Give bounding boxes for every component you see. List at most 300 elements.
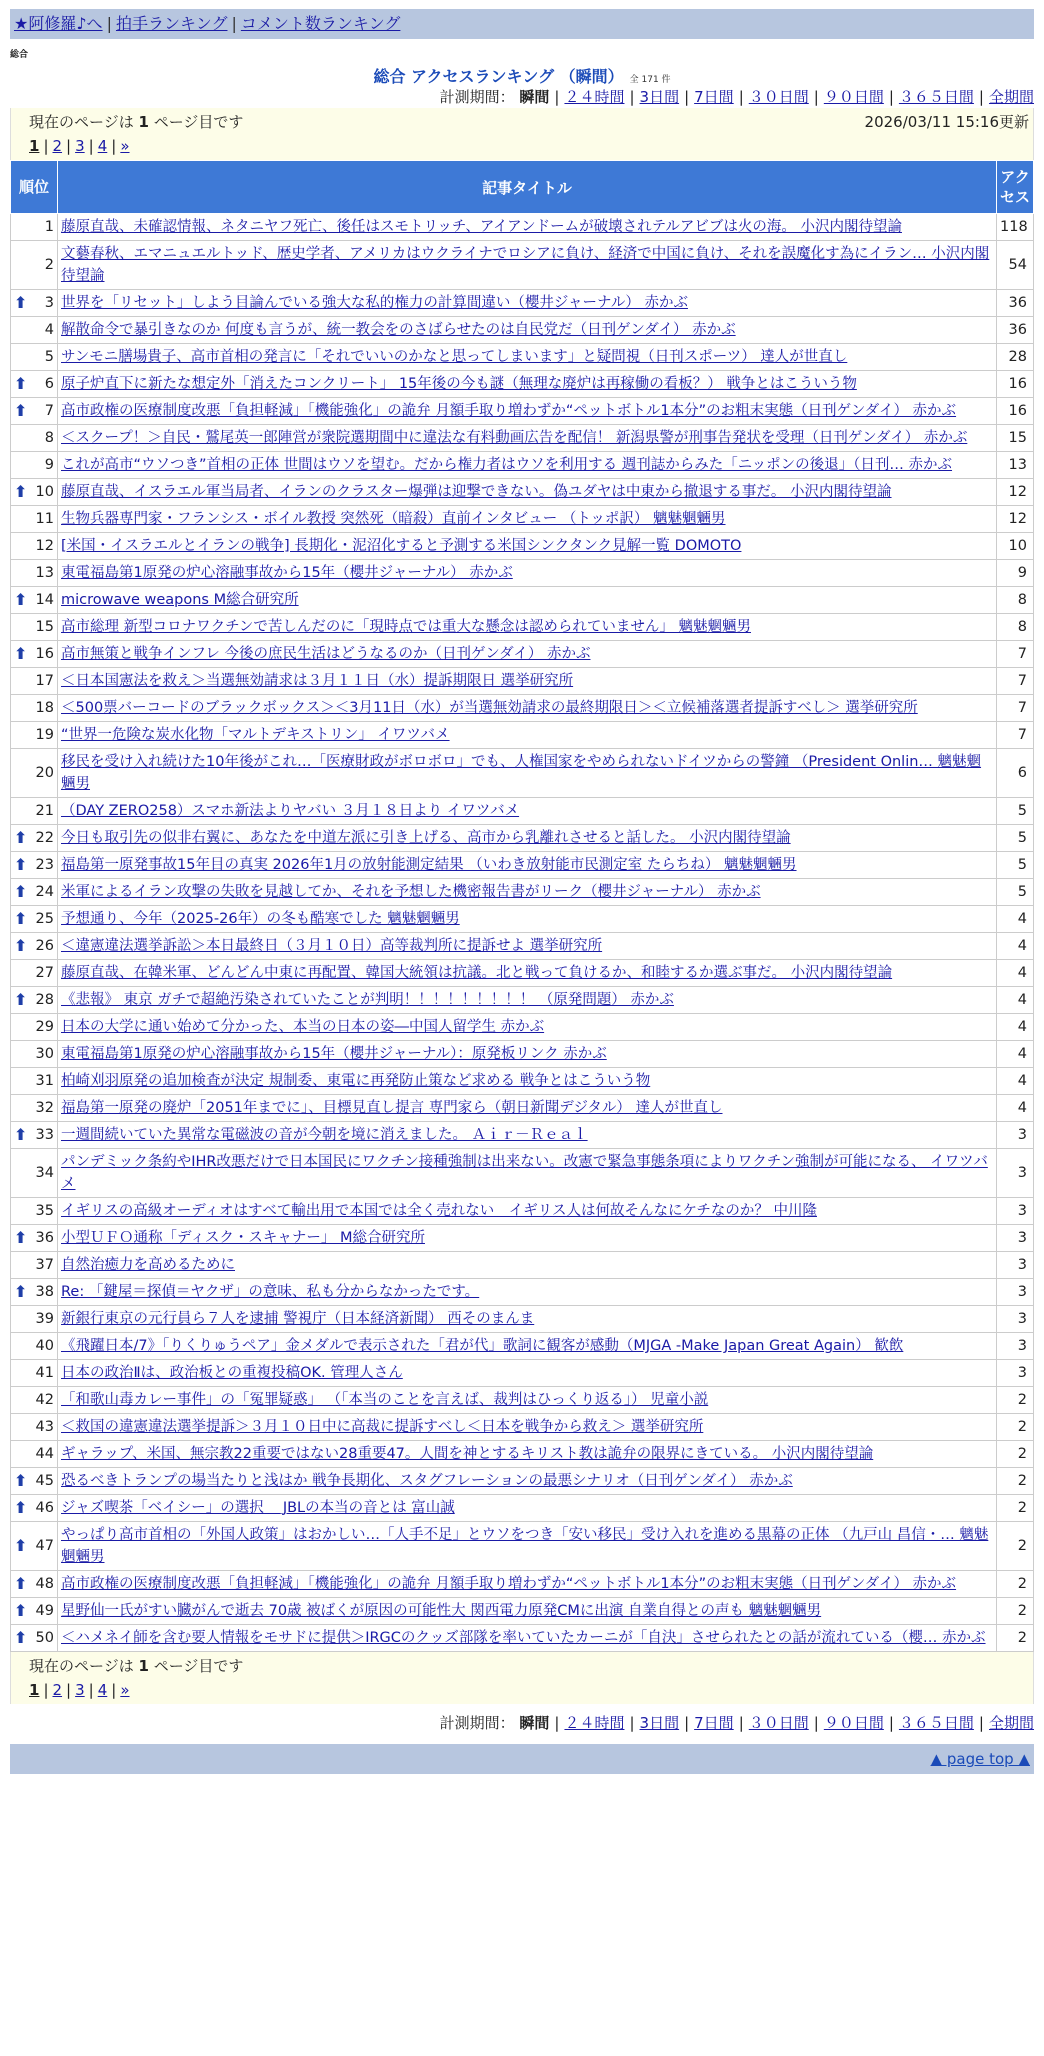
rank-number: 6 [44,376,54,392]
period-option: 瞬間 [519,88,550,106]
rank-up-icon: ⬆ [14,1471,28,1490]
article-link[interactable]: ＜違憲違法選挙訴訟＞本日最終日（３月１０日）高等裁判所に提訴せよ 選挙研究所 [61,938,603,954]
rank-number: 50 [35,1630,54,1646]
article-link[interactable]: 高市無策と戦争インフレ 今後の庶民生活はどうなるのか（日刊ゲンダイ） 赤かぶ [61,646,591,662]
page-top-link[interactable]: ▲ page top ▲ [930,1750,1030,1768]
title-cell [58,1598,997,1625]
page-link[interactable]: » [120,137,130,155]
rank-number: 12 [35,538,54,554]
title-cell [58,906,997,933]
title-cell [58,317,997,344]
table-row [11,398,1034,425]
title-cell [58,614,997,641]
access-count: 6 [997,749,1034,798]
access-count: 2 [997,1414,1034,1441]
rank-cell [11,1360,58,1387]
rank-cell [11,825,58,852]
rank-number: 1 [44,219,54,235]
separator: | [684,88,690,106]
access-count: 4 [997,1041,1034,1068]
rank-number: 7 [44,403,54,419]
rank-number: 25 [35,911,54,927]
rank-cell [11,1414,58,1441]
table-row [11,798,1034,825]
nav-link-comment-ranking[interactable]: コメント数ランキング [240,14,401,33]
article-link[interactable]: ＜日本国憲法を救え＞当選無効請求は３月１１日（水）提訴期限日 選挙研究所 [61,673,574,689]
access-count: 10 [997,533,1034,560]
title-cell [58,479,997,506]
rank-number: 31 [35,1073,54,1089]
title-cell [58,1252,997,1279]
article-link[interactable]: microwave weapons M総合研究所 [61,592,299,608]
title-cell [58,1522,997,1571]
table-row [11,1122,1034,1149]
table-row [11,1625,1034,1652]
period-option[interactable]: ３６５日間 [898,88,974,106]
rank-up-icon: ⬆ [14,590,28,609]
rank-number: 49 [35,1603,54,1619]
page-link[interactable]: 2 [52,137,63,155]
access-count: 3 [997,1122,1034,1149]
separator: | [888,88,894,106]
rank-cell [11,722,58,749]
title-cell [58,214,997,241]
footer-bar [10,1744,1034,1774]
separator: | [554,88,560,106]
article-link[interactable]: 藤原直哉、未確認情報、ネタニヤフ死亡、後任はスモトリッチ、アイアンドームが破壊されテルアビブは火の海。 小沢内閣待望論 [61,219,902,235]
access-count: 4 [997,960,1034,987]
article-link[interactable]: 恐るべきトランプの場当たりと浅はか 戦争長期化、スタグフレーションの最悪シナリオ（日刊ゲンダイ） 赤かぶ [61,1473,793,1489]
rank-up-icon: ⬆ [14,1125,28,1144]
rank-cell [11,1068,58,1095]
period-option[interactable]: 全期間 [988,88,1034,106]
article-link[interactable]: 一週間続いていた異常な電磁波の音が今朝を境に消えました。 Ａｉｒ－Ｒｅａｌ [61,1127,588,1143]
access-count: 4 [997,933,1034,960]
article-link[interactable]: サンモニ膳場貴子、高市首相の発言に「それでいいのかなと思ってしまいます」と疑問視（日刊スポーツ） 達人が世直し [61,349,848,365]
separator: | [43,1681,49,1699]
article-link[interactable]: ジャズ喫茶「ベイシー」の選択 ＿JBLの本当の音とは 富山誠 [61,1500,455,1516]
article-link[interactable]: 東電福島第1原発の炉心溶融事故から15年（櫻井ジャーナル）：原発板リンク 赤かぶ [61,1046,607,1062]
article-link[interactable]: 東電福島第1原発の炉心溶融事故から15年（櫻井ジャーナル） 赤かぶ [61,565,513,581]
rank-cell [11,587,58,614]
access-count: 2 [997,1441,1034,1468]
rank-cell [11,1441,58,1468]
article-link[interactable]: 自然治癒力を高めるために [61,1257,235,1273]
access-count: 3 [997,1252,1034,1279]
page [10,0,1034,1774]
article-link[interactable]: ＜500票バーコードのブラックボックス＞＜3月11日（水）が当選無効請求の最終期限日＞＜立候補落選者提訴すべし＞ 選挙研究所 [61,700,918,716]
rank-cell [11,1198,58,1225]
title-cell [58,425,997,452]
article-link[interactable]: 《飛躍日本/7》「りくりゅうペア」金メダルで表示された「君が代」歌詞に観客が感動（MJGA -Make Japan Great Again） 歓飲 [61,1338,904,1354]
rank-up-icon: ⬆ [14,882,28,901]
access-count: 3 [997,1360,1034,1387]
article-link[interactable]: 「和歌山毒カレー事件」の「冤罪疑惑」 （「本当のことを言えば、裁判はひっくり返る」） 児童小説 [61,1392,709,1408]
table-row [11,506,1034,533]
rank-cell [11,852,58,879]
table-row [11,560,1034,587]
table-row [11,614,1034,641]
title-cell [58,1279,997,1306]
table-row [11,452,1034,479]
article-link[interactable]: 藤原直哉、在韓米軍、どんどん中東に再配置、韓国大統領は抗議。北と戦って負けるか、和睦するか選ぶ事だ。 小沢内閣待望論 [61,965,893,981]
table-row [11,749,1034,798]
article-link[interactable]: 新銀行東京の元行員ら７人を逮捕 警視庁（日本経済新聞） 西そのまんま [61,1311,535,1327]
table-row [11,1252,1034,1279]
header-rank: 順位 [11,161,58,214]
rank-cell [11,695,58,722]
rank-number: 45 [35,1473,54,1489]
access-count: 7 [997,641,1034,668]
rank-number: 10 [35,484,54,500]
article-link[interactable]: 星野仙一氏がすい臓がんで逝去 70歳 被ばくが原因の可能性大 関西電力原発CMに出演 自業自得との声も 魑魅魍魎男 [61,1603,822,1619]
page-link[interactable]: 4 [97,1681,108,1699]
title-cell [58,1495,997,1522]
access-count: 4 [997,1068,1034,1095]
access-count: 2 [997,1495,1034,1522]
rank-cell [11,906,58,933]
article-link[interactable]: 原子炉直下に新たな想定外「消えたコンクリート」 15年後の今も謎（無理な廃炉は再稼働の看板？） 戦争とはこういう物 [61,376,857,392]
title-cell [58,722,997,749]
table-row [11,371,1034,398]
table-row [11,1468,1034,1495]
rank-up-icon: ⬆ [14,1498,28,1517]
rank-cell [11,425,58,452]
rank-up-icon: ⬆ [14,909,28,928]
rank-number: 23 [35,857,54,873]
nav-link-clap-ranking[interactable]: 拍手ランキング [115,14,228,33]
article-link[interactable]: ＜ハメネイ師を含む要人情報をモサドに提供＞IRGCのクッズ部隊を率いていたカーニが「自決」させられたとの話が流れている（櫻… 赤かぶ [61,1630,986,1646]
access-count: 2 [997,1522,1034,1571]
page-current: 1 [29,137,40,155]
title-cell [58,506,997,533]
article-link[interactable]: 日本の大学に通い始めて分かった、本当の日本の姿―中国人留学生 赤かぶ [61,1019,545,1035]
article-link[interactable]: [米国・イスラエルとイランの戦争] 長期化・泥沼化すると予測する米国シンクタンク見解一覧 DOMOTO [61,538,742,554]
rank-cell [11,398,58,425]
rank-cell [11,798,58,825]
rank-number: 13 [35,565,54,581]
table-row [11,290,1034,317]
access-count: 3 [997,1333,1034,1360]
title-cell [58,1149,997,1198]
access-count: 2 [997,1387,1034,1414]
rank-cell [11,1122,58,1149]
access-count: 118 [997,214,1034,241]
title-cell [58,1225,997,1252]
separator: | [738,1714,744,1732]
rank-up-icon: ⬆ [14,1228,28,1247]
access-count: 3 [997,1225,1034,1252]
title-cell [58,749,997,798]
table-row [11,933,1034,960]
table-row [11,852,1034,879]
article-link[interactable]: “世界一危険な炭水化物「マルトデキストリン」 イワツバメ [61,727,450,743]
title-cell [58,933,997,960]
access-count: 36 [997,317,1034,344]
access-count: 7 [997,668,1034,695]
page-link[interactable]: 2 [52,1681,63,1699]
rank-cell [11,533,58,560]
article-link[interactable]: 生物兵器専門家・フランシス・ボイル教授 突然死（暗殺）直前インタビュー （トッポ訳） 魑魅魍魎男 [61,511,726,527]
rank-up-icon: ⬆ [14,1282,28,1301]
page-link[interactable]: 4 [97,137,108,155]
rank-number: 3 [44,295,54,311]
separator: | [813,1714,819,1732]
title-cell [58,344,997,371]
nav-link-home[interactable]: ★阿修羅♪へ [14,14,103,33]
period-option[interactable]: ２４時間 [564,88,625,106]
title-cell [58,1068,997,1095]
page-link[interactable]: 3 [75,137,85,155]
separator: | [88,1681,94,1699]
access-count: 3 [997,1306,1034,1333]
rank-number: 48 [35,1576,54,1592]
table-row [11,668,1034,695]
rank-number: 43 [35,1419,54,1435]
article-link[interactable]: 米軍によるイラン攻撃の失敗を見越してか、それを予想した機密報告書がリーク（櫻井ジャーナル） 赤かぶ [61,884,761,900]
access-count: 8 [997,614,1034,641]
article-link[interactable]: 予想通り、今年（2025-26年）の冬も酷寒でした 魑魅魍魎男 [61,911,460,927]
rank-cell [11,987,58,1014]
rank-up-icon: ⬆ [14,1601,28,1620]
rank-cell [11,1225,58,1252]
title-cell [58,825,997,852]
table-row [11,1387,1034,1414]
rank-number: 8 [44,430,54,446]
page-links [29,134,1029,158]
article-link[interactable]: 福島第一原発事故15年目の真実 2026年1月の放射能測定結果 （いわき放射能市民測定室 たらちね） 魑魅魍魎男 [61,857,797,873]
article-link[interactable]: ＜救国の違憲違法選挙提訴＞３月１０日中に高裁に提訴すべし＜日本を戦争から救え＞ 選挙研究所 [61,1419,704,1435]
article-link[interactable]: 福島第一原発の廃炉「2051年までに」、目標見直し提言 専門家ら（朝日新聞デジタル） 達人が世直し [61,1100,723,1116]
title-cell [58,1625,997,1652]
period-option[interactable]: ２４時間 [564,1714,625,1732]
title-cell [58,1198,997,1225]
table-row [11,960,1034,987]
table-row [11,1306,1034,1333]
article-link[interactable]: 《悲報》 東京 ガチで超絶汚染されていたことが判明！！！！！！！！！ （原発問題） 赤かぶ [61,992,674,1008]
article-link[interactable]: 藤原直哉、イスラエル軍当局者、イランのクラスター爆弾は迎撃できない。偽ユダヤは中東から撤退する事だ。 小沢内閣待望論 [61,484,892,500]
page-link[interactable]: » [120,1681,130,1699]
rank-number: 36 [35,1230,54,1246]
rank-number: 2 [44,257,54,273]
rank-number: 26 [35,938,54,954]
rank-cell [11,317,58,344]
period-option[interactable]: 全期間 [988,1714,1034,1732]
rank-number: 15 [35,619,54,635]
page-current: 1 [29,1681,40,1699]
table-row [11,241,1034,290]
article-link[interactable]: ギャラップ、米国、無宗教22重要ではない28重要47。人間を神とするキリスト教は詭弁の限界にきている。 小沢内閣待望論 [61,1446,874,1462]
rank-number: 35 [35,1203,54,1219]
table-row [11,906,1034,933]
separator: | [66,137,72,155]
rank-cell [11,560,58,587]
rank-cell [11,614,58,641]
title-cell [58,1387,997,1414]
article-link[interactable]: パンデミック条約やIHR改悪だけで日本国民にワクチン接種強制は出来ない。改憲で緊急事態条項によりワクチン強制が可能になる、 イワツバメ [61,1154,988,1192]
rank-cell [11,241,58,290]
table-row [11,722,1034,749]
rank-cell [11,506,58,533]
table-row [11,214,1034,241]
rank-cell [11,344,58,371]
table-row [11,1225,1034,1252]
access-count: 2 [997,1468,1034,1495]
article-link[interactable]: 解散命令で暴引きなのか 何度も言うが、統一教会をのさばらせたのは自民党だ（日刊ゲンダイ） 赤かぶ [61,322,736,338]
table-row [11,1414,1034,1441]
rank-number: 17 [35,673,54,689]
access-count: 7 [997,722,1034,749]
title-cell [58,1414,997,1441]
rank-number: 34 [35,1165,54,1181]
article-link[interactable]: 今日も取引先の似非右翼に、あなたを中道左派に引き上げる、高市から乳離れさせると話した。 小沢内閣待望論 [61,830,791,846]
table-row [11,1571,1034,1598]
period-option[interactable]: 3日間 [639,1714,680,1732]
rank-up-icon: ⬆ [14,293,28,312]
access-count: 4 [997,1095,1034,1122]
separator: | [888,1714,894,1732]
article-link[interactable]: 柏崎刈羽原発の追加検査が決定 規制委、東電に再発防止策など求める 戦争とはこういう物 [61,1073,651,1089]
rank-number: 33 [35,1127,54,1143]
access-count: 2 [997,1598,1034,1625]
title-cell [58,641,997,668]
table-row [11,1041,1034,1068]
rank-number: 32 [35,1100,54,1116]
article-link[interactable]: 日本の政治Ⅱは、政治板との重複投稿OK. 管理人さん [61,1365,403,1381]
article-link[interactable]: ＜スクープ！＞自民・鷲尾英一郎陣営が衆院選期間中に違法な有料動画広告を配信！ 新潟県警が刑事告発状を受理（日刊ゲンダイ） 赤かぶ [61,430,968,446]
rank-up-icon: ⬆ [14,936,28,955]
article-link[interactable]: 高市政権の医療制度改悪「負担軽減」「機能強化」の詭弁 月額手取り増わずか“ペットボトル1本分”のお粗末実態（日刊ゲンダイ） 赤かぶ [61,1576,957,1592]
rank-cell [11,1468,58,1495]
table-row [11,1095,1034,1122]
access-count: 36 [997,290,1034,317]
rank-cell [11,1333,58,1360]
table-row [11,479,1034,506]
rank-number: 46 [35,1500,54,1516]
page-link[interactable]: 3 [75,1681,85,1699]
article-link[interactable]: 高市政権の医療制度改悪「負担軽減」「機能強化」の詭弁 月額手取り増わずか“ペットボトル1本分”のお粗末実態（日刊ゲンダイ） 赤かぶ [61,403,957,419]
period-option[interactable]: ９０日間 [823,1714,884,1732]
access-count: 2 [997,1571,1034,1598]
article-link[interactable]: 世界を「リセット」しよう目論んでいる強大な私的権力の計算間違い（櫻井ジャーナル） 赤かぶ [61,295,688,311]
access-count: 15 [997,425,1034,452]
pager-bottom [10,1652,1034,1704]
article-link[interactable]: 文藝春秋、エマニュエルトッド、歴史学者、アメリカはウクライナでロシアに負け、経済で中国に負け、それを誤魔化す為にイラン… 小沢内閣待望論 [61,246,990,284]
rank-cell [11,960,58,987]
article-link[interactable]: 移民を受け入れ続けた10年後がこれ…「医療財政がボロボロ」でも、人権国家をやめられないドイツからの警鐘 （President Onlin… 魑魅魍魎男 [61,754,982,792]
article-link[interactable]: 高市総理 新型コロナワクチンで苦しんだのに「現時点では重大な懸念は認められていません」 魑魅魍魎男 [61,619,751,635]
access-count: 7 [997,695,1034,722]
rank-number: 14 [35,592,54,608]
period-option[interactable]: 7日間 [694,88,734,106]
rank-cell [11,1095,58,1122]
access-count: 16 [997,371,1034,398]
table-row [11,533,1034,560]
article-link[interactable]: イギリスの高級オーディオはすべて輸出用で本国では全く売れない＿イギリス人は何故そんなにケチなのか？ 中川隆 [61,1203,817,1219]
rank-number: 19 [35,727,54,743]
title-cell [58,1468,997,1495]
article-link[interactable]: これが高市“ウソつき”首相の正体 世間はウソを望む。だから権力者はウソを利用する 週刊誌からみた「ニッポンの後退」（日刊… 赤かぶ [61,457,953,473]
title-cell [58,533,997,560]
total-count: 全 171 件 [629,75,671,85]
period-option[interactable]: ３０日間 [748,88,809,106]
rank-cell [11,933,58,960]
header-access: アクセス [997,161,1034,214]
table-row [11,1598,1034,1625]
period-selector-top [10,86,1034,108]
period-option[interactable]: ３０日間 [748,1714,809,1732]
period-option[interactable]: 7日間 [694,1714,734,1732]
table-row [11,1014,1034,1041]
access-count: 28 [997,344,1034,371]
ranking-table [10,160,1034,1652]
rank-cell [11,1571,58,1598]
access-count: 3 [997,1149,1034,1198]
separator: | [111,1681,117,1699]
title-cell [58,960,997,987]
access-count: 5 [997,879,1034,906]
rank-number: 18 [35,700,54,716]
rank-number: 37 [35,1257,54,1273]
access-count: 4 [997,906,1034,933]
pager-top [10,108,1034,160]
table-row [11,344,1034,371]
period-option[interactable]: 3日間 [639,88,680,106]
period-label: 計測期間： [439,88,515,106]
title-cell [58,695,997,722]
rank-number: 38 [35,1284,54,1300]
access-count: 54 [997,241,1034,290]
rank-number: 9 [44,457,54,473]
rank-cell [11,1252,58,1279]
period-option[interactable]: ３６５日間 [898,1714,974,1732]
title-cell [58,1306,997,1333]
separator: | [629,1714,635,1732]
rank-cell [11,371,58,398]
access-count: 13 [997,452,1034,479]
rank-number: 41 [35,1365,54,1381]
period-selector-bottom [10,1712,1034,1734]
article-link[interactable]: やっぱり高市首相の「外国人政策」はおかしい…「人手不足」とウソをつき「安い移民」受け入れを進める黒幕の正体 （九戸山 昌信・… 魑魅魍魎男 [61,1527,989,1565]
table-row [11,641,1034,668]
access-count: 12 [997,506,1034,533]
period-option[interactable]: ９０日間 [823,88,884,106]
article-link[interactable]: Re: 「鍵屋＝探偵＝ヤクザ」の意味、私も分からなかったです。 [61,1284,480,1300]
separator: | [554,1714,560,1732]
access-count: 12 [997,479,1034,506]
title-cell [58,852,997,879]
access-count: 9 [997,560,1034,587]
separator: | [629,88,635,106]
rank-cell [11,1149,58,1198]
title-cell [58,560,997,587]
access-count: 5 [997,798,1034,825]
title-cell [58,1360,997,1387]
article-link[interactable]: 小型ＵＦＯ通称「ディスク・スキャナー」 M総合研究所 [61,1230,425,1246]
rank-number: 4 [44,322,54,338]
current-page-text: 現在のページは 1 ページ目です [29,113,244,131]
separator: | [684,1714,690,1732]
rank-number: 30 [35,1046,54,1062]
access-count: 4 [997,987,1034,1014]
rank-number: 22 [35,830,54,846]
rank-number: 47 [35,1538,54,1554]
rank-cell [11,1387,58,1414]
title-cell [58,1571,997,1598]
updated-timestamp: 2026/03/11 15:16更新 [864,113,1029,131]
rank-number: 20 [35,765,54,781]
article-link[interactable]: （DAY ZERO258）スマホ新法よりヤバい ３月１８日より イワツバメ [61,803,520,819]
